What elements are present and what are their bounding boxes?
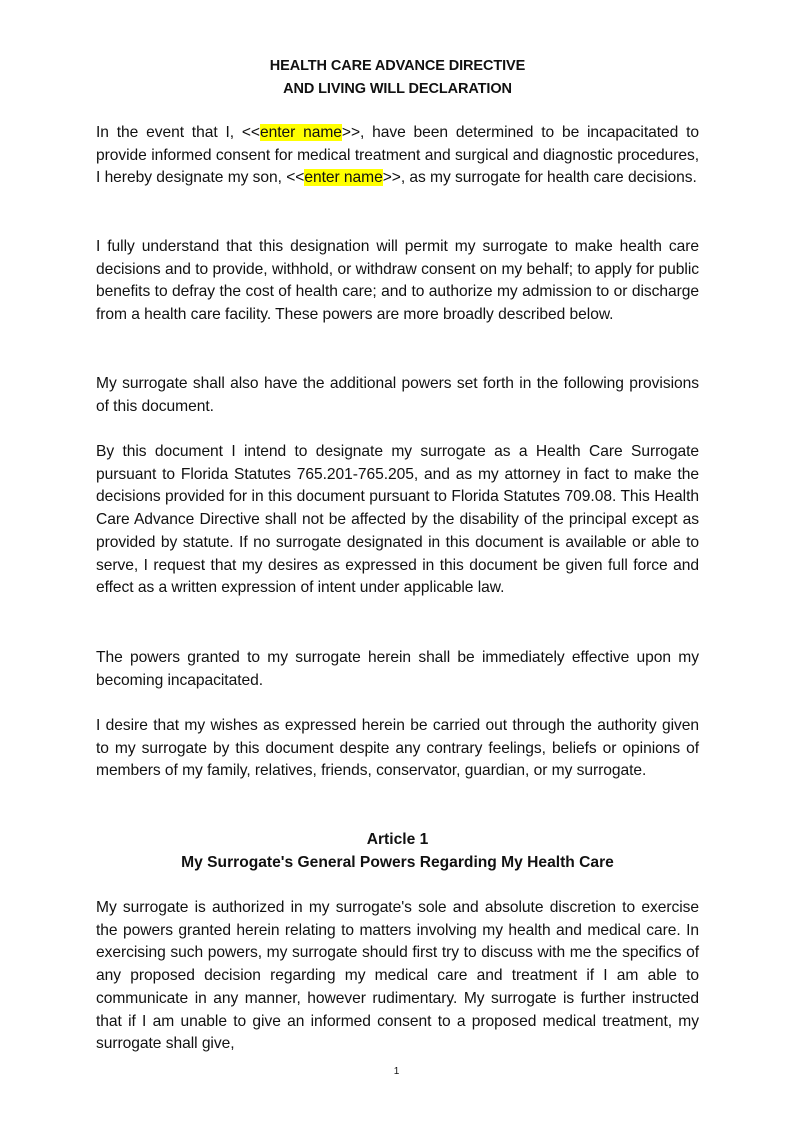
article-heading [96, 829, 699, 874]
paragraph-wishes [96, 715, 699, 783]
paragraph-effective [96, 647, 699, 692]
page-number: 1 [393, 1066, 400, 1077]
p4-text: By this document I intend to designate my surrogate as a Health Care Surrogate pursuant to Florida Statutes 765.201-765.205, and as my attorney in fact to make the decisions provided for in this document pursuant to Florida Statutes 709.08. This Health Care Advance Directive shall not be affected by the disability of the principal except as provided by statute. If no surrogate designated in this document is available or able to serve, I request that my desires as expressed in this document be given full force and effect as a written expression of intent under applicable law. [96, 443, 699, 597]
title-line-2: AND LIVING WILL DECLARATION [283, 81, 512, 97]
title-line-1: HEALTH CARE ADVANCE DIRECTIVE [269, 58, 526, 74]
paragraph-designation [96, 122, 699, 190]
p3-text: My surrogate shall also have the additional powers set forth in the following provisions of this document. [96, 375, 699, 415]
enter-name-placeholder-self[interactable]: enter name [259, 124, 342, 141]
p1-text-2: >>, have been determined to be incapacitated to provide informed consent for medical treatment and surgical and diagnostic procedures, I hereby designate my son, << [96, 124, 699, 187]
enter-name-placeholder-son[interactable]: enter name [304, 169, 383, 187]
paragraph-general-powers [96, 897, 699, 1056]
paragraph-additional-powers [96, 373, 699, 418]
article-number: Article 1 [366, 831, 429, 848]
p5-text: The powers granted to my surrogate herein shall be immediately effective upon my becoming incapacitated. [96, 649, 699, 689]
paragraph-understanding [96, 236, 699, 327]
p2-text: I fully understand that this designation will permit my surrogate to make health care decisions and to provide, withhold, or withdraw consent on my behalf; to apply for public benefits to defray the cost of health care; and to authorize my admission to or discharge from a health care facility. These powers are more broadly described below. [96, 238, 699, 324]
article-title: My Surrogate's General Powers Regarding My Health Care [181, 853, 614, 871]
p1-text-3: >>, as my surrogate for health care decisions. [382, 169, 697, 187]
document-title [96, 55, 699, 101]
p1-text-1: In the event that I, << [96, 124, 260, 141]
p7-text: My surrogate is authorized in my surrogate's sole and absolute discretion to exercise the powers granted herein relating to matters involving my health and medical care. In exercising such powers, my surrogate should first try to discuss with me the specifics of any proposed decision regarding my medical care and treatment if I am able to communicate in any manner, however rudimentary. My surrogate is further instructed that if I am unable to give an informed consent to a proposed medical treatment, my surrogate shall give, [96, 899, 699, 1053]
p6-text: I desire that my wishes as expressed herein be carried out through the authority given to my surrogate by this document despite any contrary feelings, beliefs or opinions of members of my family, relatives, friends, conservator, guardian, or my surrogate. [96, 717, 699, 780]
paragraph-statutes [96, 441, 699, 600]
